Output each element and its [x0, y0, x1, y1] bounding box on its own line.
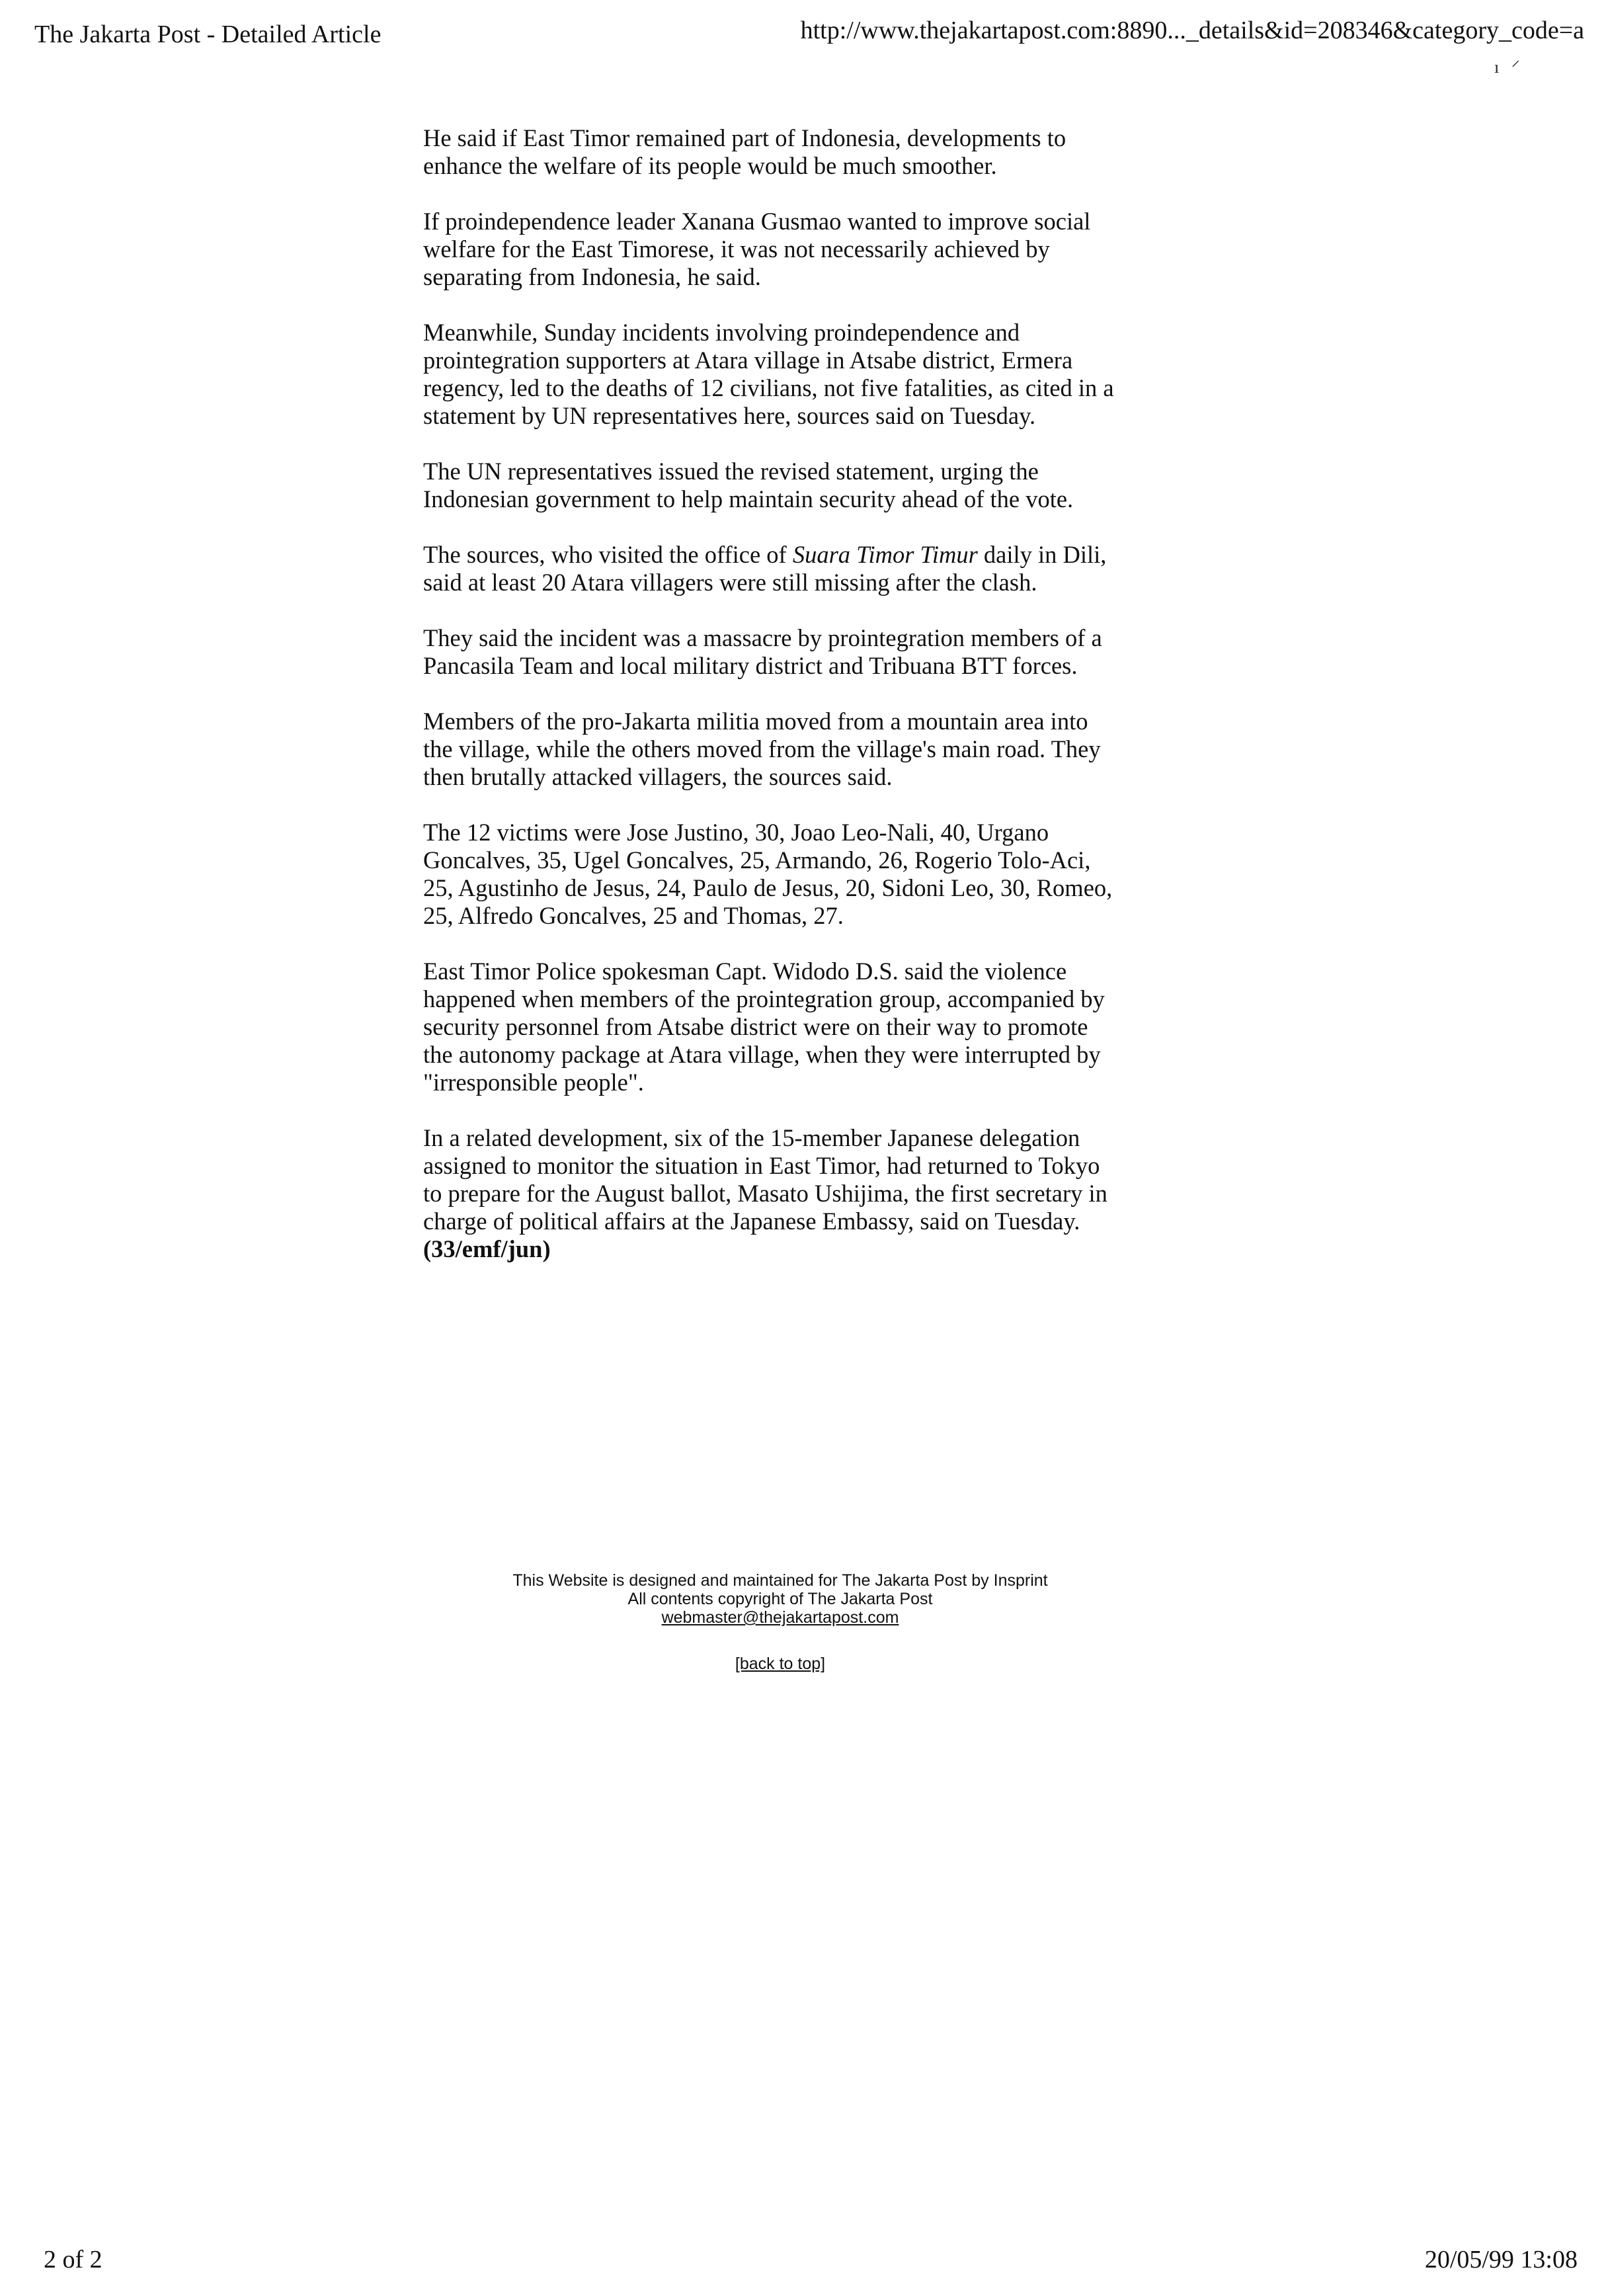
paragraph-10 [423, 1124, 1117, 1263]
paragraph-2: If proindependence leader Xanana Gusmao wanted to improve social welfare for the East Timorese, it was not necessarily achieved by separating from Indonesia, he said. [423, 208, 1091, 290]
webmaster-email-link[interactable]: webmaster@thejakartapost.com [661, 1608, 899, 1627]
paragraph-8: The 12 victims were Jose Justino, 30, Joao Leo-Nali, 40, Urgano Goncalves, 35, Ugel Goncalves, 25, Armando, 26, Rogerio Tolo-Aci, 25, Agustinho de Jesus, 24, Paulo de Jesus, 20, Sidoni Leo, 30, Romeo, 25, Alfredo Goncalves, 25 and Thomas, 27. [423, 819, 1113, 929]
site-footer [397, 1571, 1164, 1673]
paragraph-5 [423, 541, 1117, 596]
paragraph-5-after: daily in Dili, said at least 20 Atara villagers were still missing after the clash. [423, 541, 1107, 596]
back-to-top-link[interactable]: [back to top] [735, 1655, 826, 1673]
paragraph-10-text: In a related development, six of the 15-member Japanese delegation assigned to monitor the situation in East Timor, had returned to Tokyo to prepare for the August ballot, Masato Ushijima, the first secretary in charge of political affairs at the Japanese Embassy, said on Tuesday. [423, 1124, 1107, 1235]
scan-mark: ı ⸍ [1494, 58, 1524, 77]
paragraph-9: East Timor Police spokesman Capt. Widodo D.S. said the violence happened when members of the prointegration group, accompanied by security personnel from Atsabe district were on their way to promote the autonomy package at Atara village, when they were interrupted by "irresponsible people". [423, 958, 1105, 1096]
newspaper-name: Suara Timor Timur [792, 541, 978, 568]
footer-copyright: All contents copyright of The Jakarta Post [627, 1590, 933, 1608]
paragraph-1: He said if East Timor remained part of Indonesia, developments to enhance the welfare of its people would be much smoother. [423, 124, 1066, 179]
paragraph-5-before: The sources, who visited the office of [423, 541, 793, 568]
print-header-title: The Jakarta Post - Detailed Article [34, 20, 382, 48]
article-body [423, 124, 1117, 1263]
print-header-url: http://www.thejakartapost.com:8890..._details&id=208346&category_code=a [800, 17, 1584, 44]
paragraph-7: Members of the pro-Jakarta militia moved from a mountain area into the village, while the others moved from the village's main road. They then brutally attacked villagers, the sources said. [423, 708, 1101, 790]
byline: (33/emf/jun) [423, 1235, 551, 1262]
print-datetime: 20/05/99 13:08 [1424, 2246, 1578, 2274]
page-number: 2 of 2 [44, 2246, 102, 2274]
paragraph-4: The UN representatives issued the revised statement, urging the Indonesian government to help maintain security ahead of the vote. [423, 458, 1074, 512]
paragraph-6: They said the incident was a massacre by prointegration members of a Pancasila Team and local military district and Tribuana BTT forces. [423, 624, 1102, 679]
footer-credit: This Website is designed and maintained for The Jakarta Post by Insprint [512, 1571, 1048, 1590]
paragraph-3: Meanwhile, Sunday incidents involving proindependence and prointegration supporters at Atara village in Atsabe district, Ermera regency, led to the deaths of 12 civilians, not five fatalities, as cited in a statement by UN representatives here, sources said on Tuesday. [423, 319, 1114, 429]
